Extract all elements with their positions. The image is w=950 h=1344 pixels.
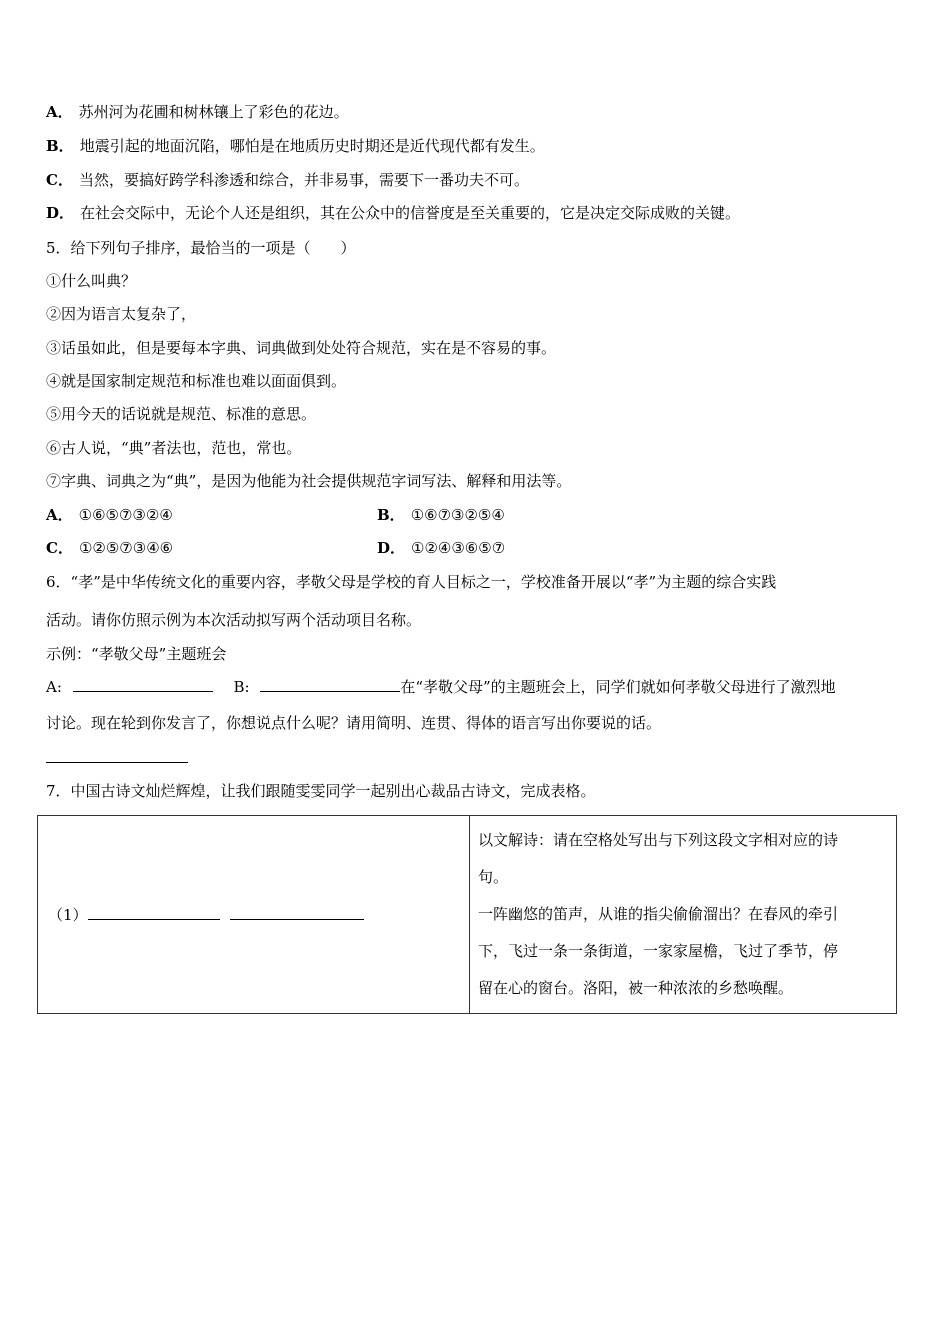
q6-line: 6．“孝”是中华传统文化的重要内容，孝敬父母是学校的育人目标之一，学校准备开展以“孝”为主题的综合实践 bbox=[46, 573, 777, 591]
q6-line: 活动。请你仿照示例为本次活动拟写两个活动项目名称。 bbox=[46, 611, 422, 629]
poem-table bbox=[37, 815, 897, 1014]
poem-blank-2[interactable] bbox=[230, 905, 364, 920]
poem-answer-cell: （1） bbox=[38, 816, 470, 1014]
q5-sentence: ②因为语言太复杂了， bbox=[46, 305, 197, 323]
poem-prompt-cell: 以文解诗：请在空格处写出与下列这段文字相对应的诗 句。 一阵幽悠的笛声，从谁的指尖偷偷溜出？在春风的牵引 下，飞过一条一条街道，一家家屋檐，飞过了季节，停 留在心的窗台。洛阳，被一种浓浓的乡愁唤醒。 bbox=[470, 816, 897, 1014]
q5-option-a: A． ①⑥⑤⑦③②④ bbox=[46, 506, 173, 524]
q4-option-a: A． 苏州河为花圃和树林镶上了彩色的花边。 bbox=[46, 103, 349, 121]
q4-option-c: C． 当然，要搞好跨学科渗透和综合，并非易事，需要下一番功夫不可。 bbox=[46, 171, 529, 189]
answer-blank-b[interactable] bbox=[260, 677, 400, 692]
q6-speech-blank[interactable] bbox=[46, 748, 188, 768]
q5-sentence: ⑦字典、词典之为“典”，是因为他能为社会提供规范字词写法、解释和用法等。 bbox=[46, 472, 572, 490]
q5-option-d: D． ①②④③⑥⑤⑦ bbox=[377, 539, 506, 557]
q5-option-c: C． ①②⑤⑦③④⑥ bbox=[46, 539, 174, 557]
q5-sentence: ①什么叫典？ bbox=[46, 272, 137, 290]
q5-sentence: ⑤用今天的话说就是规范、标准的意思。 bbox=[46, 405, 317, 423]
q5-sentence: ④就是国家制定规范和标准也难以面面俱到。 bbox=[46, 372, 347, 390]
q6-example: 示例：“孝敬父母”主题班会 bbox=[46, 645, 227, 663]
q6-answer-line: A: B: 在“孝敬父母”的主题班会上，同学们就如何孝敬父母进行了激烈地 bbox=[46, 678, 836, 696]
q4-option-b: B． 地震引起的地面沉陷，哪怕是在地质历史时期还是近代现代都有发生。 bbox=[46, 137, 545, 155]
answer-blank-a[interactable] bbox=[73, 677, 213, 692]
poem-blank-1[interactable] bbox=[88, 905, 220, 920]
q6-line: 讨论。现在轮到你发言了，你想说点什么呢？请用简明、连贯、得体的语言写出你要说的话。 bbox=[46, 714, 662, 732]
q4-option-d: D． 在社会交际中，无论个人还是组织，其在公众中的信誉度是至关重要的，它是决定交际成败的关键。 bbox=[46, 204, 741, 222]
q5-stem: 5．给下列句子排序，最恰当的一项是（ ） bbox=[46, 239, 356, 257]
q5-sentence: ③话虽如此，但是要每本字典、词典做到处处符合规范，实在是不容易的事。 bbox=[46, 339, 557, 357]
q5-option-b: B． ①⑥⑦③②⑤④ bbox=[377, 506, 505, 524]
q5-sentence: ⑥古人说，“典”者法也，范也，常也。 bbox=[46, 439, 302, 457]
q7-stem: 7．中国古诗文灿烂辉煌，让我们跟随雯雯同学一起别出心裁品古诗文，完成表格。 bbox=[46, 782, 596, 800]
